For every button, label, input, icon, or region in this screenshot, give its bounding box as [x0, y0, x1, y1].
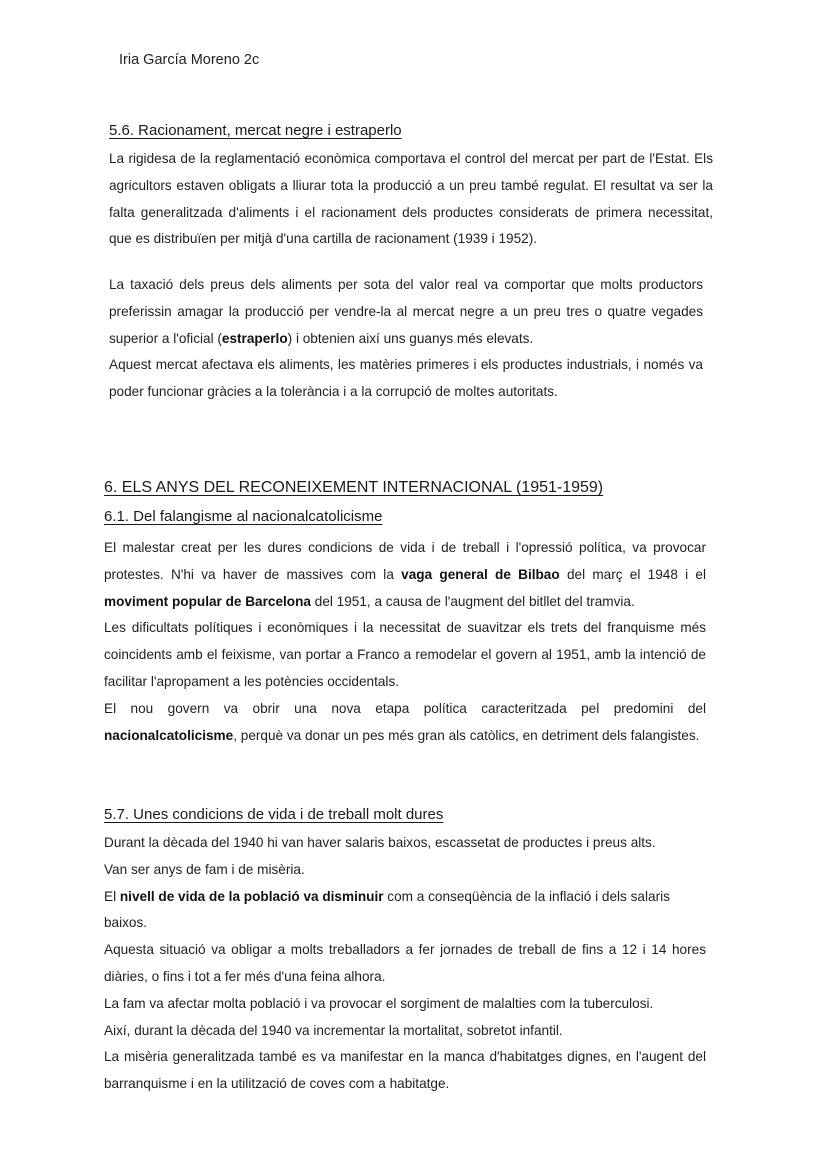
paragraph: Durant la dècada del 1940 hi van haver salaris baixos, escassetat de productes i preus alts.: [104, 835, 656, 850]
paragraph: Van ser anys de fam i de misèria.: [104, 861, 305, 877]
paragraph: La rigidesa de la reglamentació econòmica comportava el control del mercat per part de l'Estat. Els agricultors estaven obligats a lliurar tota la producció a un preu també regulat. El resultat va ser la falta generalitzada d'aliments i el racionament dels productes considerats de primera necessitat, que es distribuïen per mitjà d'una cartilla de racionament (1939 i 1952).: [109, 151, 713, 247]
text-span: del març el 1948 i el: [559, 566, 707, 582]
text-span: com a conseqüència de la inflació i dels salaris baixos.: [104, 888, 670, 931]
section-5-6-body: [109, 146, 713, 253]
author-name: Iria García Moreno 2c: [119, 52, 260, 68]
text-span: del 1951, a causa de l'augment del bitllet del tramvia.: [310, 593, 635, 609]
section-6-1-body: [104, 535, 706, 749]
section-5-7-title: 5.7. Unes condicions de vida i de treball molt dures: [104, 806, 444, 823]
text-span: El nou govern va obrir una nova etapa política caracteritzada pel predomini del: [104, 700, 706, 716]
section-6-title: 6. ELS ANYS DEL RECONEIXEMENT INTERNACIONAL (1951-1959): [104, 479, 604, 496]
paragraph: Les dificultats polítiques i econòmiques i la necessitat de suavitzar els trets del franquisme més coincidents amb el feixisme, van portar a Franco a remodelar el govern al 1951, amb la intenció de facilitar l'apropament a les potències occidentals.: [104, 620, 706, 689]
paragraph: [104, 696, 706, 750]
bold-term: nivell de vida de la població va disminuir: [119, 888, 384, 904]
text-span: El: [104, 888, 120, 904]
paragraph: Aquesta situació va obligar a molts treballadors a fer jornades de treball de fins a 12 i 14 hores diàries, o fins i tot a fer més d'una feina alhora.: [104, 942, 706, 984]
bold-term: estraperlo: [221, 330, 288, 346]
paragraph: Així, durant la dècada del 1940 va incrementar la mortalitat, sobretot infantil.: [104, 1022, 563, 1038]
section-5-6-body-2: [109, 272, 703, 406]
bold-term: vaga general de Bilbao: [401, 566, 560, 582]
section-5-6-title: 5.6. Racionament, mercat negre i estraperlo: [109, 122, 402, 139]
text-span: La taxació dels preus dels aliments per sota del valor real va comportar que molts productors preferissin amagar la producció per vendre-la al mercat negre a un preu tres o quatre vegades superior a l'oficial (: [109, 277, 703, 346]
paragraph: [104, 884, 706, 938]
section-5-7-body: [104, 830, 706, 1098]
paragraph: [109, 272, 703, 352]
paragraph: [104, 535, 706, 615]
text-span: ) i obtenien així uns guanys més elevats.: [287, 330, 534, 346]
text-span: , perquè va donar un pes més gran als catòlics, en detriment dels falangistes.: [233, 727, 700, 743]
paragraph: La misèria generalitzada també es va manifestar en la manca d'habitatges dignes, en l'augent del barranquisme i en la utilització de coves com a habitatge.: [104, 1049, 706, 1092]
paragraph: Aquest mercat afectava els aliments, les matèries primeres i els productes industrials, i només va poder funcionar gràcies a la tolerància i a la corrupció de moltes autoritats.: [109, 357, 703, 400]
bold-term: nacionalcatolicisme: [104, 727, 234, 743]
text-span: El malestar creat per les dures condicions de vida i de treball i l'opressió política, va provocar protestes. N'hi va haver de massives com la: [104, 540, 706, 582]
paragraph: La fam va afectar molta població i va provocar el sorgiment de malalties com la tuberculosi.: [104, 995, 654, 1011]
bold-term: moviment popular de Barcelona: [104, 593, 311, 609]
section-6-1-title: 6.1. Del falangisme al nacionalcatolicisme: [104, 508, 383, 525]
